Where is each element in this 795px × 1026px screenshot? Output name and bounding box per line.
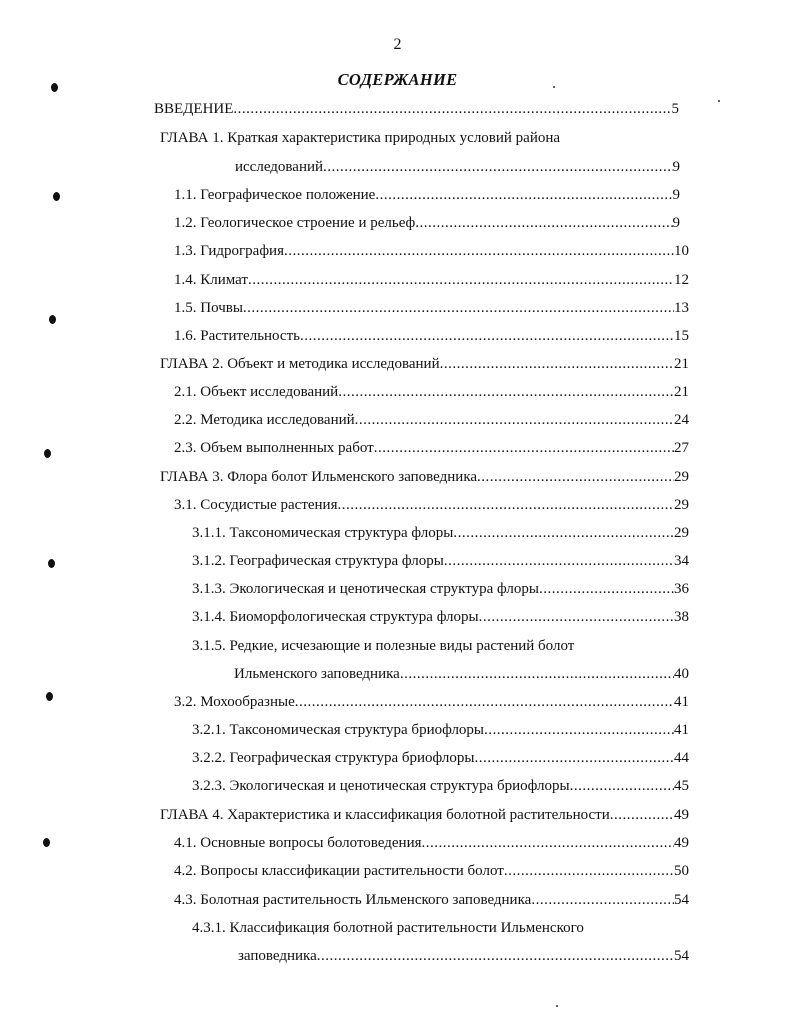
toc-leader xyxy=(400,664,674,684)
toc-page: 5 xyxy=(671,101,679,117)
toc-page: 13 xyxy=(674,300,689,316)
toc-entry-1-2 xyxy=(174,213,680,233)
toc-page: 27 xyxy=(674,440,689,456)
toc-leader xyxy=(474,748,674,768)
toc-leader xyxy=(477,467,674,487)
toc-leader xyxy=(570,776,674,796)
toc-leader xyxy=(440,354,674,374)
toc-entry-3-1-1 xyxy=(192,523,689,543)
toc-leader xyxy=(444,551,674,571)
toc-entry-1-1 xyxy=(174,185,680,205)
toc-leader xyxy=(355,410,674,430)
toc-label: 1.5. Почвы xyxy=(174,300,243,316)
toc-label: ВВЕДЕНИЕ xyxy=(154,101,234,117)
toc-leader xyxy=(453,523,674,543)
toc-label: ГЛАВА 3. Флора болот Ильменского заповедника xyxy=(160,469,478,485)
toc-entry-4-2 xyxy=(174,861,689,881)
toc-page: 10 xyxy=(674,243,689,259)
toc-leader xyxy=(610,805,674,825)
toc-leader xyxy=(248,270,674,290)
toc-label: 3.2.3. Экологическая и ценотическая структура бриофлоры xyxy=(192,778,570,794)
toc-page: 54 xyxy=(674,948,689,964)
toc-label: 3.1.3. Экологическая и ценотическая структура флоры xyxy=(192,581,539,597)
toc-page: 40 xyxy=(674,666,689,682)
toc-leader xyxy=(233,99,671,119)
toc-label: 3.1. Сосудистые растения xyxy=(174,497,338,513)
toc-leader xyxy=(539,579,674,599)
toc-page: 15 xyxy=(674,328,689,344)
toc-page: 50 xyxy=(674,863,689,879)
toc-page: 29 xyxy=(674,525,689,541)
toc-leader xyxy=(323,157,672,177)
toc-page: 44 xyxy=(674,750,689,766)
scan-speck xyxy=(556,1005,558,1007)
toc-page: 9 xyxy=(672,187,680,203)
toc-leader xyxy=(338,382,674,402)
toc-label: ГЛАВА 4. Характеристика и классификация болотной растительности xyxy=(160,807,610,823)
toc-leader xyxy=(375,185,672,205)
scan-speck xyxy=(718,100,720,102)
toc-label: 2.3. Объем выполненных работ xyxy=(174,440,374,456)
toc-page: 45 xyxy=(674,778,689,794)
toc-entry-3-1 xyxy=(174,495,689,515)
toc-label: 4.1. Основные вопросы болотоведения xyxy=(174,835,422,851)
toc-page: 21 xyxy=(674,356,689,372)
toc-label: заповедника xyxy=(238,948,317,964)
toc-page: 54 xyxy=(674,892,689,908)
toc-page: 41 xyxy=(674,694,689,710)
toc-entry-3-1-5 xyxy=(234,664,689,684)
toc-page: 38 xyxy=(674,609,689,625)
toc-page: 12 xyxy=(674,272,689,288)
toc-label: 3.1.2. Географическая структура флоры xyxy=(192,553,444,569)
toc-4-3-1-heading: 4.3.1. Классификация болотной растительности Ильменского xyxy=(192,920,584,936)
toc-label: 1.1. Географическое положение xyxy=(174,187,376,203)
punch-hole-1 xyxy=(51,83,58,92)
toc-label: 3.2.1. Таксономическая структура бриофлоры xyxy=(192,722,485,738)
toc-page: 21 xyxy=(674,384,689,400)
toc-leader xyxy=(284,241,674,261)
toc-page: 36 xyxy=(674,581,689,597)
toc-leader xyxy=(374,438,674,458)
punch-hole-6 xyxy=(46,692,53,701)
toc-entry-4-3 xyxy=(174,890,689,910)
punch-hole-7 xyxy=(43,838,50,847)
toc-leader xyxy=(243,298,674,318)
toc-label: 4.2. Вопросы классификации растительности болот xyxy=(174,863,504,879)
toc-label: 1.3. Гидрография xyxy=(174,243,284,259)
toc-entry-1-5 xyxy=(174,298,689,318)
toc-entry-2-1 xyxy=(174,382,689,402)
scan-speck xyxy=(553,86,555,88)
toc-page: 9 xyxy=(672,215,680,231)
toc-entry-chapter-2 xyxy=(160,354,689,374)
punch-hole-2 xyxy=(53,192,60,201)
toc-label: исследований xyxy=(235,159,324,175)
toc-entry-2-2 xyxy=(174,410,689,430)
toc-label: 2.2. Методика исследований xyxy=(174,412,355,428)
toc-label: Ильменского заповедника xyxy=(234,666,400,682)
toc-3-1-5-heading: 3.1.5. Редкие, исчезающие и полезные виды растений болот xyxy=(192,638,575,654)
toc-label: 3.1.1. Таксономическая структура флоры xyxy=(192,525,454,541)
toc-leader xyxy=(295,692,674,712)
toc-page: 24 xyxy=(674,412,689,428)
toc-page: 34 xyxy=(674,553,689,569)
toc-label: 1.2. Геологическое строение и рельеф xyxy=(174,215,416,231)
toc-page: 29 xyxy=(674,497,689,513)
toc-leader xyxy=(531,890,674,910)
toc-entry-intro xyxy=(154,99,679,119)
toc-page: 49 xyxy=(674,835,689,851)
toc-entry-3-1-4 xyxy=(192,607,689,627)
toc-leader xyxy=(504,861,674,881)
toc-leader xyxy=(415,213,672,233)
toc-leader xyxy=(337,495,674,515)
toc-entry-chapter-3 xyxy=(160,467,689,487)
toc-page: 9 xyxy=(672,159,680,175)
toc-label: 4.3. Болотная растительность Ильменского заповедника xyxy=(174,892,532,908)
toc-entry-chapter-1 xyxy=(235,157,680,177)
toc-chapter-1-heading: ГЛАВА 1. Краткая характеристика природных условий района xyxy=(160,130,561,146)
toc-entry-4-1 xyxy=(174,833,689,853)
punch-hole-4 xyxy=(44,449,51,458)
toc-label: 3.2.2. Географическая структура бриофлоры xyxy=(192,750,475,766)
toc-leader xyxy=(317,946,674,966)
page-title: СОДЕРЖАНИЕ xyxy=(337,70,458,89)
toc-label: 1.4. Климат xyxy=(174,272,248,288)
punch-hole-3 xyxy=(49,315,56,324)
toc-page: 29 xyxy=(674,469,689,485)
toc-entry-3-1-2 xyxy=(192,551,689,571)
toc-entry-1-6 xyxy=(174,326,689,346)
toc-entry-1-4 xyxy=(174,270,689,290)
toc-entry-3-2 xyxy=(174,692,689,712)
toc-page: 49 xyxy=(674,807,689,823)
toc-entry-3-2-1 xyxy=(192,720,689,740)
toc-leader xyxy=(422,833,674,853)
toc-entry-1-3 xyxy=(174,241,689,261)
toc-entry-2-3 xyxy=(174,438,689,458)
toc-page: 41 xyxy=(674,722,689,738)
toc-entry-chapter-4 xyxy=(160,805,689,825)
toc-label: ГЛАВА 2. Объект и методика исследований xyxy=(160,356,440,372)
toc-label: 3.2. Мохообразные xyxy=(174,694,295,710)
toc-entry-4-3-1 xyxy=(238,946,689,966)
punch-hole-5 xyxy=(48,559,55,568)
page-number: 2 xyxy=(393,36,402,53)
toc-leader xyxy=(484,720,674,740)
toc-label: 1.6. Растительность xyxy=(174,328,300,344)
toc-entry-3-2-3 xyxy=(192,776,689,796)
toc-entry-3-1-3 xyxy=(192,579,689,599)
toc-leader xyxy=(479,607,674,627)
toc-leader xyxy=(300,326,674,346)
toc-label: 2.1. Объект исследований xyxy=(174,384,339,400)
toc-label: 3.1.4. Биоморфологическая структура флоры xyxy=(192,609,479,625)
toc-entry-3-2-2 xyxy=(192,748,689,768)
